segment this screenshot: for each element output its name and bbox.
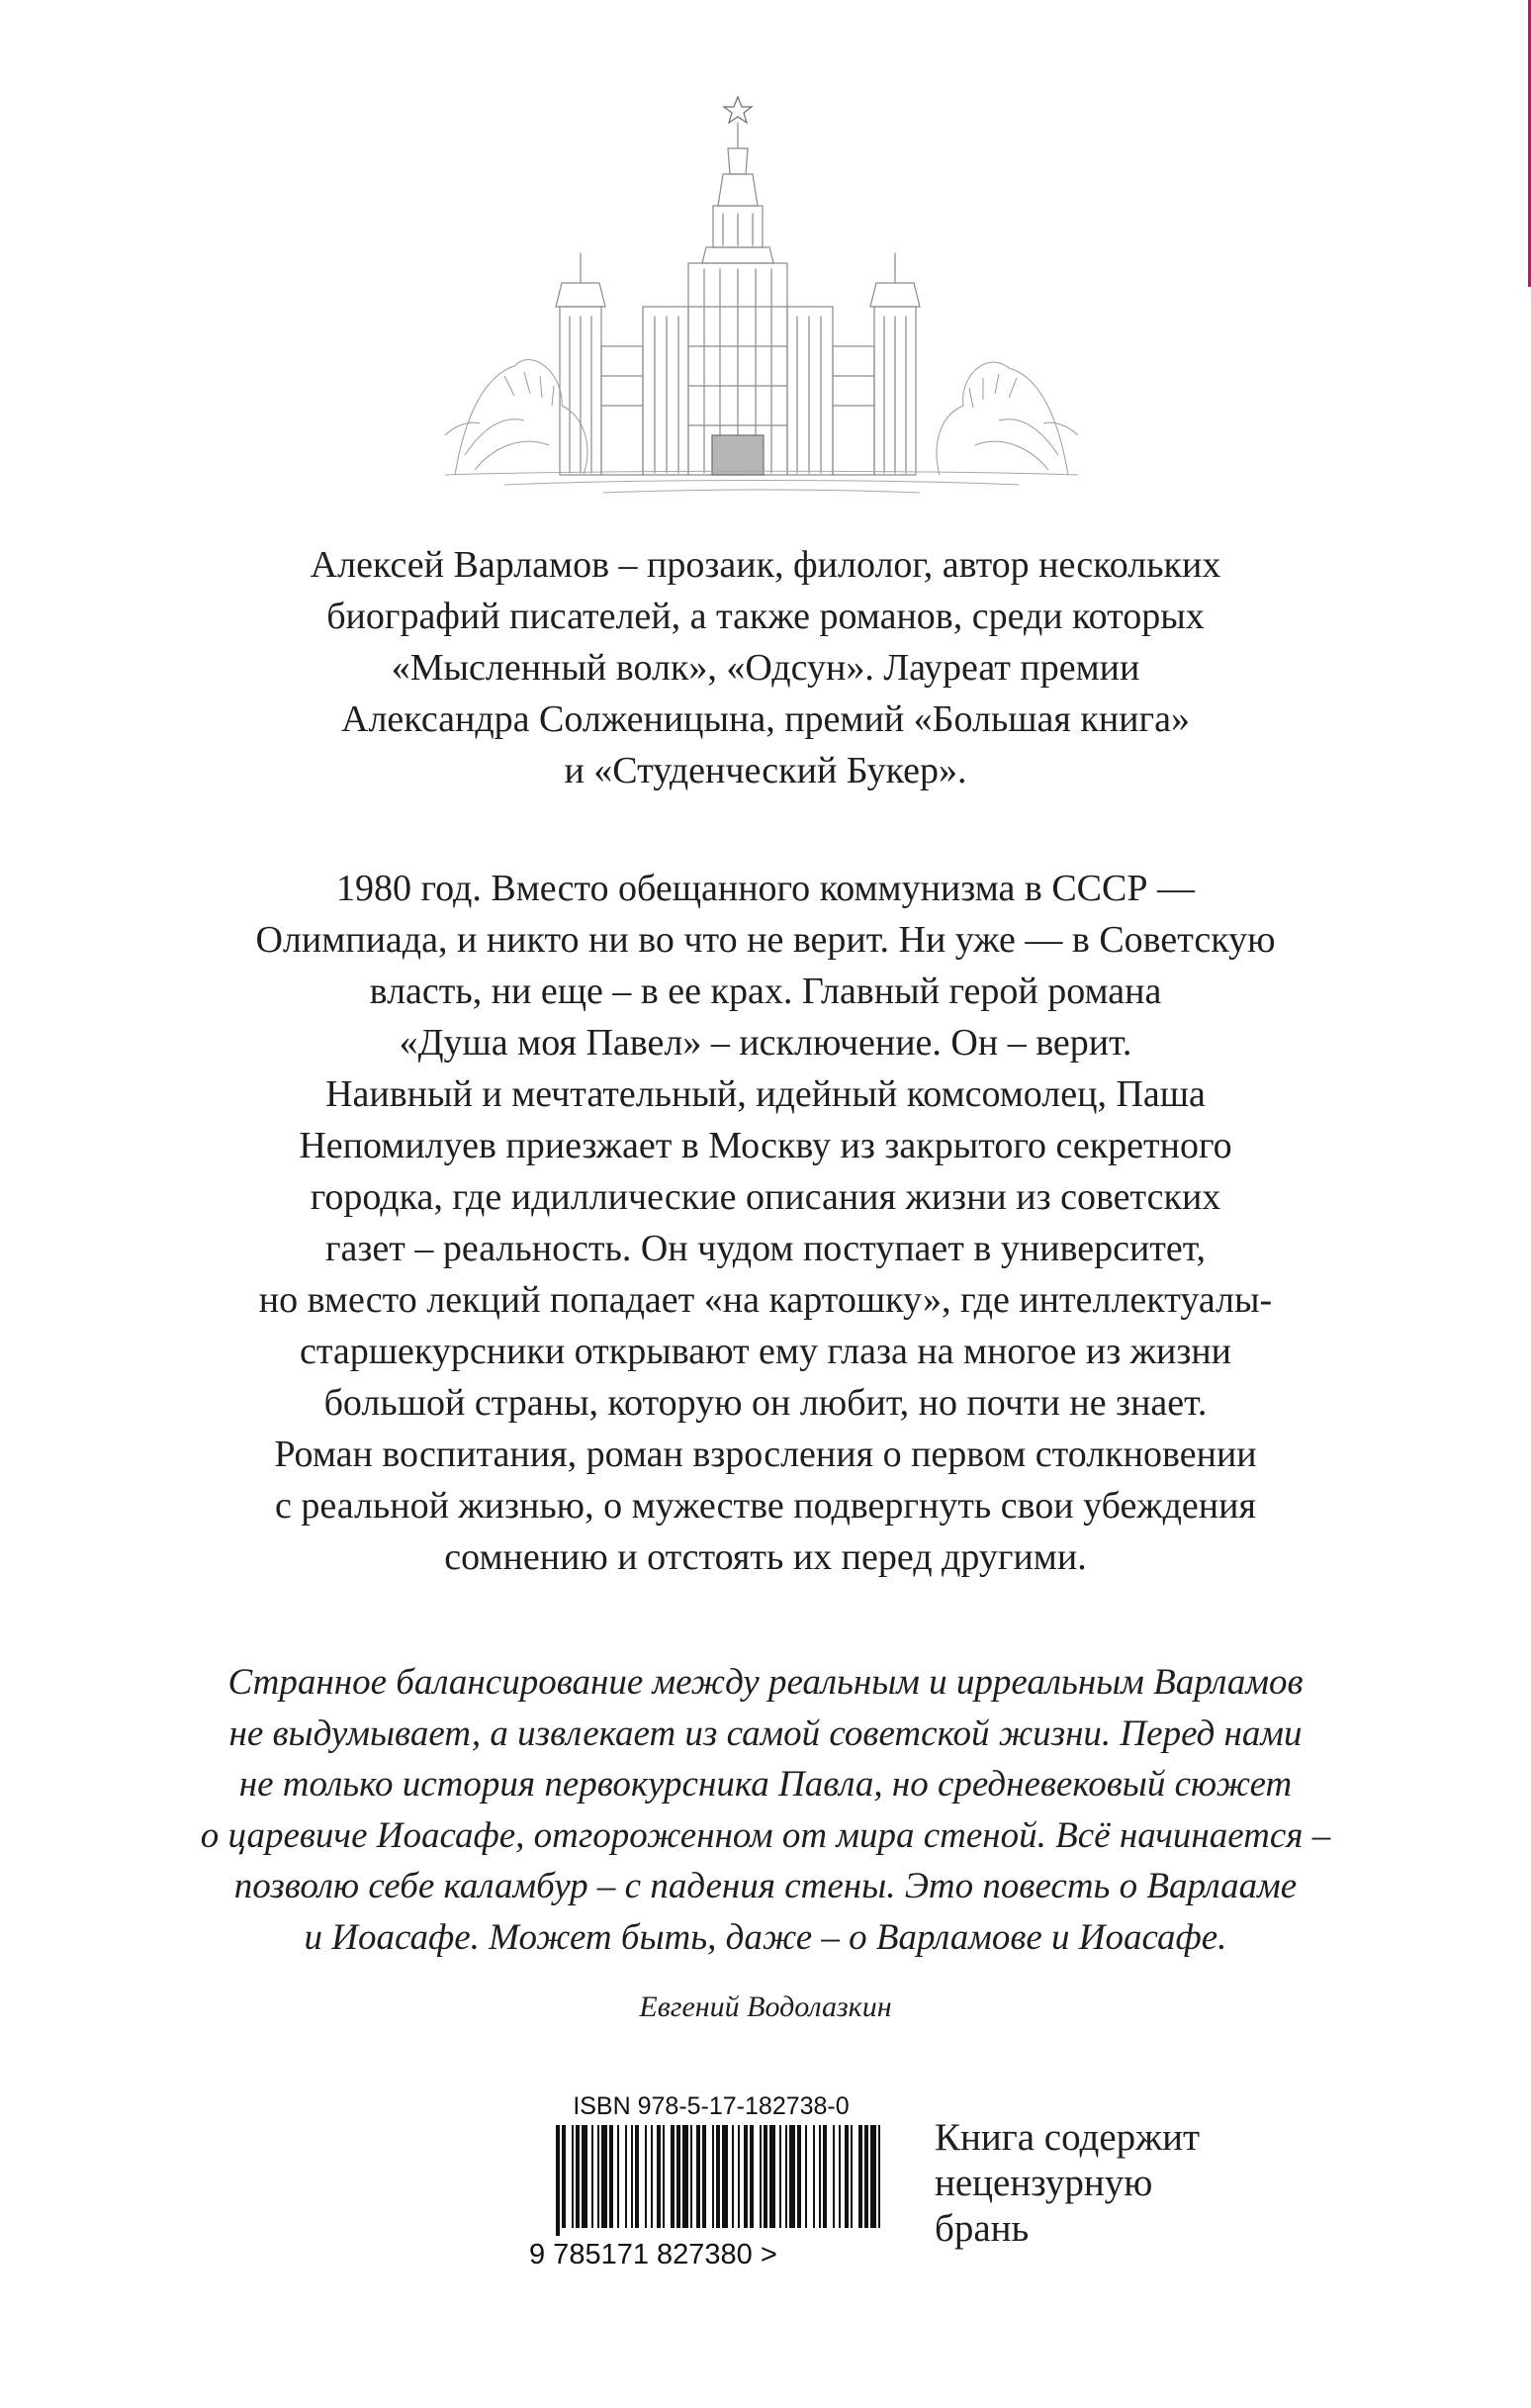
barcode-bar: [833, 2125, 835, 2228]
barcode-bar: [878, 2125, 880, 2228]
synopsis-line: «Душа моя Павел» – исключение. Он – верит.: [399, 1022, 1132, 1064]
warning-line: Книга содержит: [935, 2116, 1201, 2159]
synopsis-line: большой страны, которую он любит, но почти не знает.: [323, 1382, 1208, 1424]
barcode-bar: [858, 2125, 862, 2228]
barcode-bar: [839, 2125, 841, 2228]
barcode-bar: [764, 2125, 767, 2228]
review-quote: [109, 1657, 1422, 1963]
barcode-bar: [845, 2125, 849, 2228]
barcode-bar: [712, 2125, 714, 2228]
barcode-bar: [864, 2125, 868, 2228]
barcode-bar: [769, 2125, 775, 2228]
synopsis-line: городка, где идиллические описания жизни из советских: [310, 1176, 1221, 1218]
barcode-bar: [823, 2125, 827, 2228]
barcode-digits: 9 785171 827380 >: [529, 2239, 777, 2270]
barcode-bar: [750, 2125, 754, 2228]
barcode-bar: [645, 2125, 647, 2228]
barcode-bar: [819, 2125, 821, 2228]
barcode-bar: [690, 2125, 692, 2228]
barcode-bar: [576, 2125, 580, 2228]
bio-line: Алексей Варламов – прозаик, филолог, автор нескольких: [310, 544, 1221, 586]
barcode-bar: [785, 2125, 787, 2228]
barcode-bar: [738, 2125, 740, 2228]
synopsis-line: Олимпиада, и никто ни во что не верит. Ни уже — в Советскую: [255, 919, 1276, 961]
bio-line: биографий писателей, а также романов, среди которых: [326, 596, 1205, 637]
barcode-bars: [556, 2125, 882, 2236]
content-warning: [935, 2115, 1200, 2252]
quote-attribution: Евгений Водолазкин: [639, 1991, 892, 2023]
university-building-sketch: [445, 79, 1078, 495]
barcode-bar: [625, 2125, 627, 2228]
synopsis-line: старшекурсники открывают ему глаза на многое из жизни: [299, 1331, 1232, 1372]
quote-line: не выдумывает, а извлекает из самой советской жизни. Перед нами: [228, 1713, 1303, 1754]
barcode-bar: [682, 2125, 688, 2228]
barcode-bar: [716, 2125, 720, 2228]
warning-line: нецензурную: [935, 2162, 1153, 2204]
bio-line: «Мысленный волк», «Одсун». Лауреат премии: [391, 647, 1140, 689]
barcode-bar: [601, 2125, 607, 2228]
synopsis-line: сомнению и отстоять их перед другими.: [444, 1536, 1087, 1578]
barcode-bar: [556, 2125, 560, 2236]
barcode-bar: [582, 2125, 587, 2228]
barcode-bar: [635, 2125, 639, 2228]
barcode-bar: [617, 2125, 619, 2228]
barcode-bar: [591, 2125, 593, 2228]
quote-line: о царевиче Иоасафе, отгороженном от мира стеной. Всё начинается –: [200, 1814, 1331, 1856]
quote-line: позволю себе каламбур – с падения стены. Это повесть о Варлааме: [233, 1866, 1298, 1906]
barcode-bar: [663, 2125, 665, 2228]
bio-line: Александра Солженицына, премий «Большая книга»: [341, 698, 1190, 740]
isbn-barcode: [529, 2092, 905, 2270]
bio-line: и «Студенческий Букер».: [564, 750, 967, 791]
author-bio: [109, 539, 1422, 796]
quote-line: не только история первокурсника Павла, но средневековый сюжет: [238, 1764, 1293, 1805]
barcode-bar: [671, 2125, 675, 2228]
barcode-bar: [597, 2125, 599, 2228]
quote-line: Странное балансирование между реальным и ирреальным Варламов: [227, 1662, 1304, 1703]
barcode-bar: [696, 2125, 700, 2228]
barcode-bar: [657, 2125, 661, 2228]
barcode-bar: [797, 2125, 801, 2228]
barcode-bar: [651, 2125, 653, 2228]
book-synopsis: [109, 863, 1422, 1583]
synopsis-line: Непомилуев приезжает в Москву из закрытого секретного: [299, 1125, 1232, 1166]
barcode-bar: [631, 2125, 633, 2228]
barcode-bar: [609, 2125, 613, 2228]
synopsis-line: с реальной жизнью, о мужестве подвергнуть свои убеждения: [275, 1485, 1256, 1527]
barcode-bar: [779, 2125, 781, 2228]
barcode-bar: [805, 2125, 807, 2228]
barcode-bar: [789, 2125, 795, 2228]
quote-line: и Иоасафе. Может быть, даже – о Варламове и Иоасафе.: [304, 1916, 1227, 1958]
synopsis-line: Наивный и мечтательный, идейный комсомолец, Паша: [325, 1073, 1206, 1115]
barcode-bar: [851, 2125, 853, 2228]
barcode-bar: [732, 2125, 734, 2228]
barcode-bar: [676, 2125, 680, 2228]
barcode-bar: [702, 2125, 706, 2228]
barcode-bar: [722, 2125, 728, 2228]
barcode-bar: [870, 2125, 876, 2228]
isbn-number: ISBN 978-5-17-182738-0: [573, 2092, 850, 2120]
barcode-bar: [572, 2125, 574, 2228]
warning-line: брань: [935, 2207, 1030, 2250]
barcode-bar: [813, 2125, 815, 2228]
synopsis-line: Роман воспитания, роман взросления о первом столкновении: [274, 1434, 1257, 1475]
barcode-bar: [760, 2125, 762, 2228]
barcode-bar: [744, 2125, 748, 2228]
barcode-bar: [562, 2125, 566, 2228]
synopsis-line: но вместо лекций попадает «на картошку», где интеллектуалы-: [258, 1279, 1273, 1321]
synopsis-line: власть, ни еще – в ее крах. Главный герой романа: [369, 971, 1162, 1012]
synopsis-line: газет – реальность. Он чудом поступает в университет,: [324, 1228, 1207, 1269]
synopsis-line: 1980 год. Вместо обещанного коммунизма в СССР —: [335, 868, 1195, 909]
